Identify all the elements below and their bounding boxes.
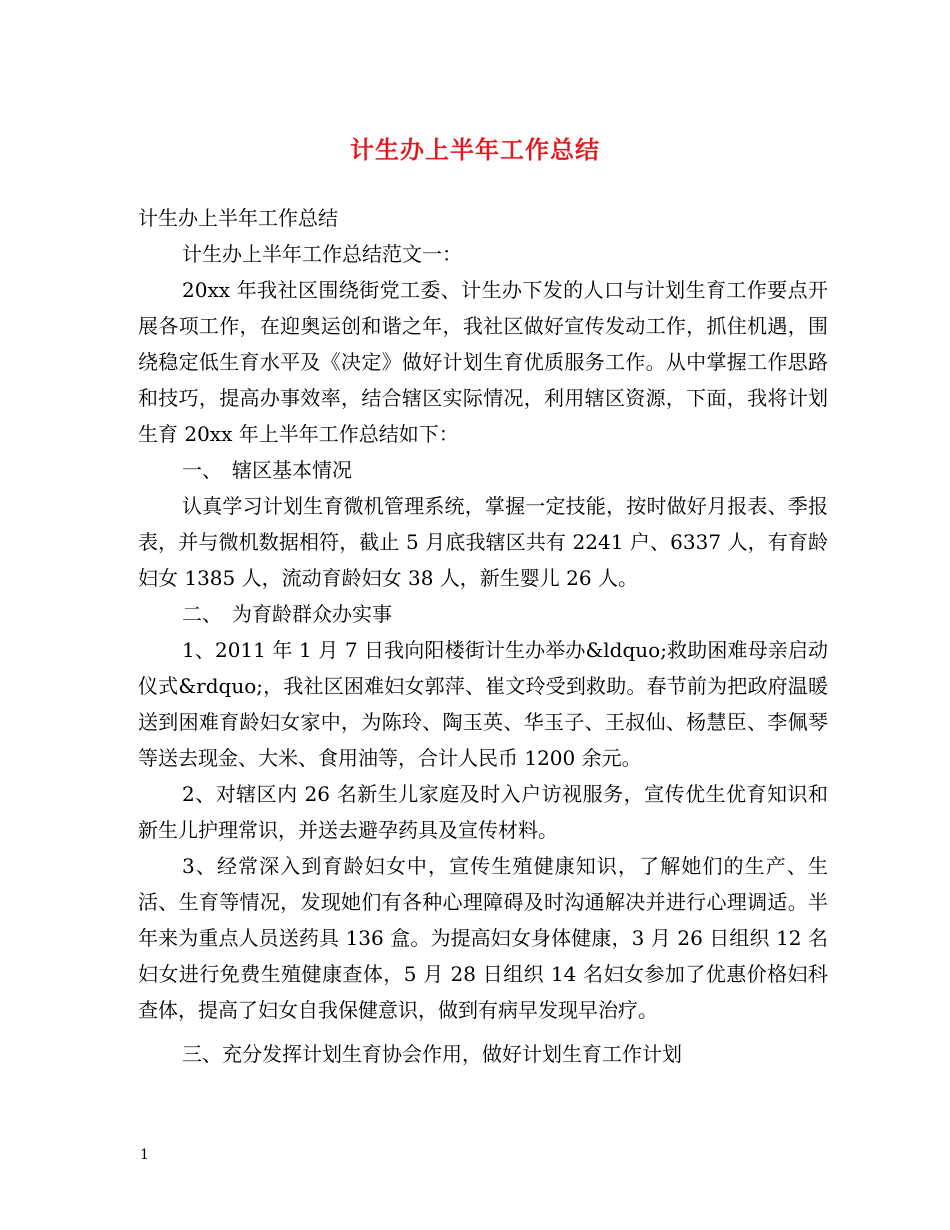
section-heading-2: 二、 为育龄群众办实事 — [182, 602, 392, 626]
paragraph-item-3: 3、经常深入到育龄妇女中，宣传生殖健康知识，了解她们的生产、生活、生育等情况，发现她们有各种心理障碍及时沟通解决并进行心理调适。半年来为重点人员送药具 136 盒。为提高妇女身体健康，3 月 26 日组织 12 名妇女进行免费生殖健康查体，5 月 28 日组织 14 名妇女参加了优惠价格妇科查体，提高了妇女自我保健意识，做到有病早发现早治疗。 — [138, 854, 828, 1022]
document-title: 计生办上半年工作总结 — [350, 135, 600, 164]
page-number: 1 — [140, 1147, 149, 1163]
paragraph-intro: 20xx 年我社区围绕街党工委、计生办下发的人口与计划生育工作要点开展各项工作，在迎奥运创和谐之年，我社区做好宣传发动工作，抓住机遇，围绕稳定低生育水平及《决定》做好计划生育优质服务工作。从中掌握工作思路和技巧，提高办事效率，结合辖区实际情况，利用辖区资源，下面，我将计划生育 20xx 年上半年工作总结如下： — [138, 278, 828, 446]
section-heading-3: 三、充分发挥计划生育协会作用，做好计划生育工作计划 — [182, 1042, 682, 1066]
paragraph-sample-heading: 计生办上半年工作总结范文一： — [182, 242, 462, 266]
paragraph-section-1: 认真学习计划生育微机管理系统，掌握一定技能，按时做好月报表、季报表，并与微机数据相符，截止 5 月底我辖区共有 2241 户、6337 人，有育龄妇女 1385 人，流动育龄妇女 38 人，新生婴儿 26 人。 — [138, 494, 828, 590]
paragraph-subtitle: 计生办上半年工作总结 — [138, 206, 338, 230]
document-body — [138, 200, 828, 1072]
paragraph-item-2: 2、对辖区内 26 名新生儿家庭及时入户访视服务，宣传优生优育知识和新生儿护理常识，并送去避孕药具及宣传材料。 — [138, 782, 828, 842]
paragraph-item-1: 1、2011 年 1 月 7 日我向阳楼街计生办举办&ldquo;救助困难母亲启动仪式&rdquo;，我社区困难妇女郭萍、崔文玲受到救助。春节前为把政府温暖送到困难育龄妇女家中，为陈玲、陶玉英、华玉子、王叔仙、杨慧臣、李佩琴等送去现金、大米、食用油等，合计人民币 1200 余元。 — [138, 638, 828, 770]
section-heading-1: 一、 辖区基本情况 — [182, 458, 352, 482]
